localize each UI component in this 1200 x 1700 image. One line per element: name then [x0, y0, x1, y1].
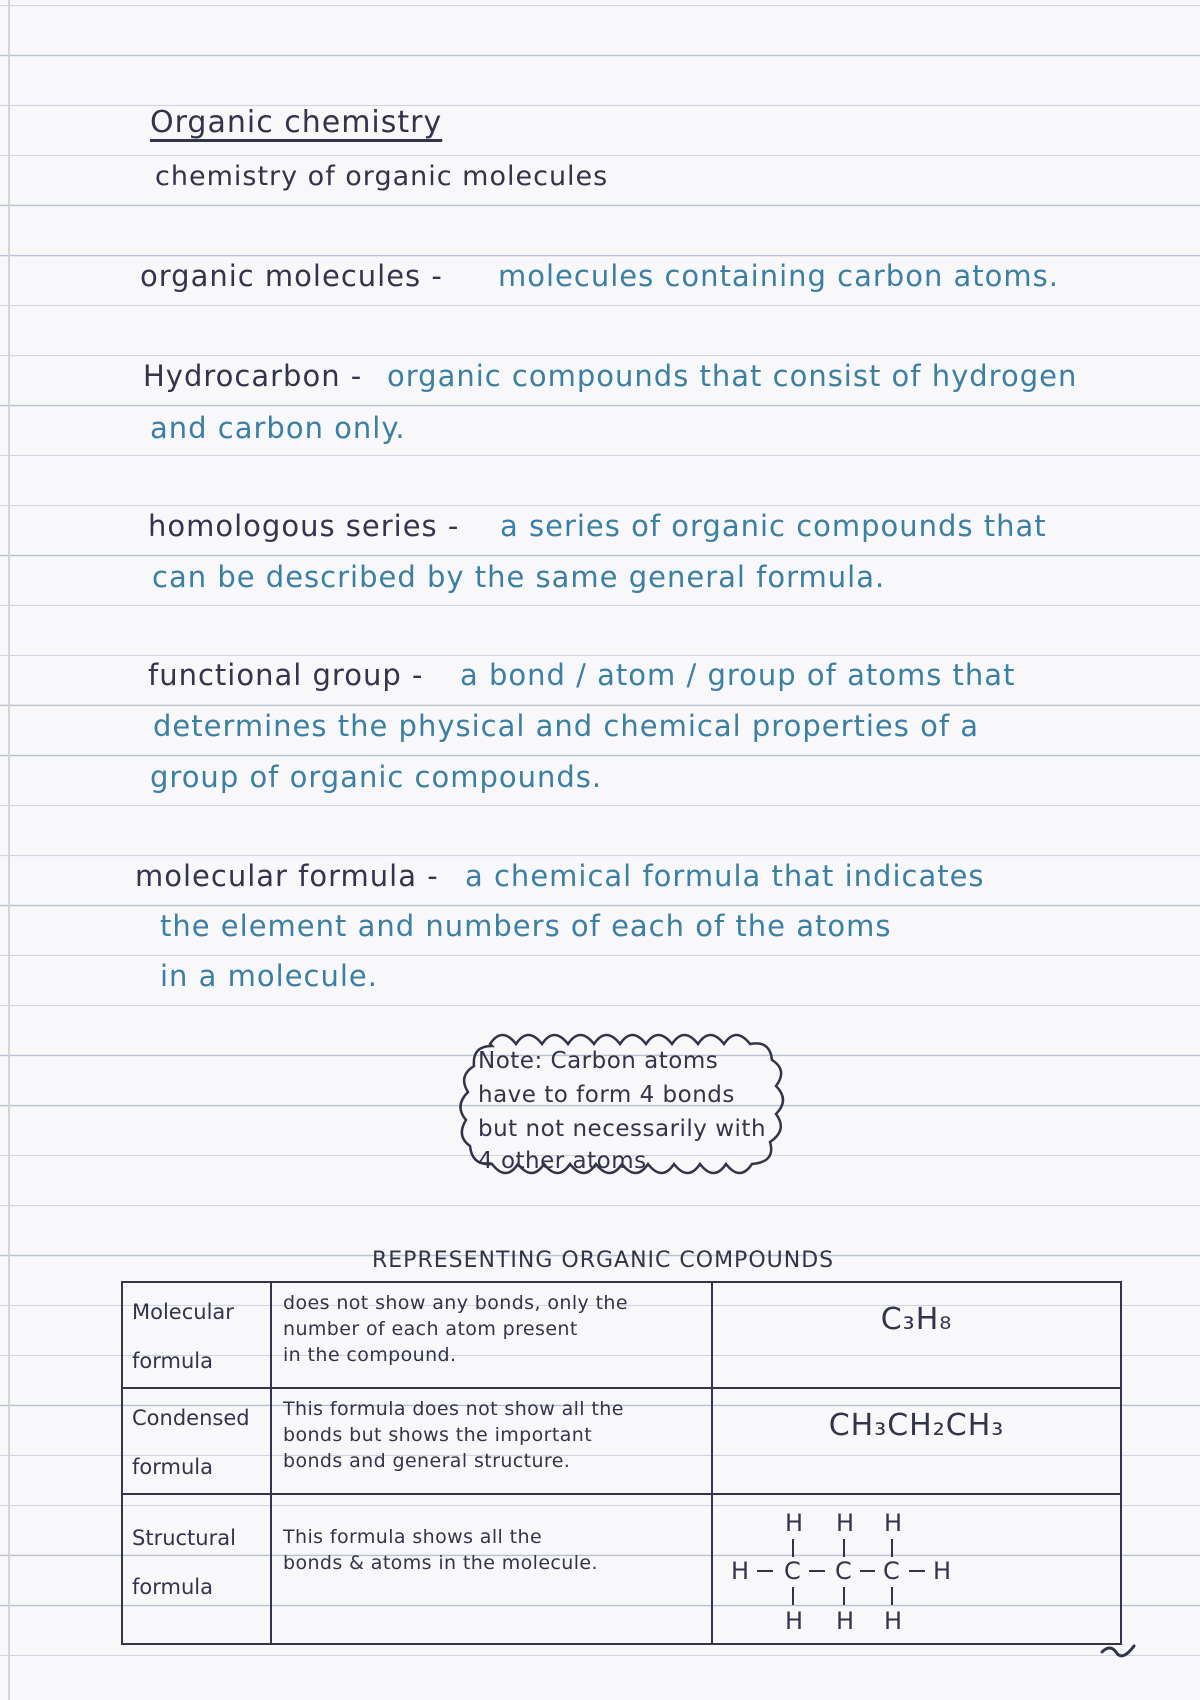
definition-organic-molecules: molecules containing carbon atoms. — [498, 259, 1059, 293]
atom-h-top-2: H — [836, 1509, 855, 1537]
note-line-3: but not necessarily with — [478, 1116, 767, 1142]
definition-molecular-formula-line-1: a chemical formula that indicates — [465, 859, 985, 893]
atom-h-bottom-1: H — [785, 1607, 804, 1635]
table-row — [122, 1282, 1121, 1388]
definition-homologous-series-line-2: can be described by the same general formula. — [152, 560, 886, 594]
row-label-cell — [122, 1494, 271, 1644]
row-description-cell — [271, 1282, 712, 1388]
description-line: bonds and general structure. — [283, 1450, 571, 1472]
table-heading: REPRESENTING ORGANIC COMPOUNDS — [372, 1248, 835, 1273]
representation-table — [121, 1281, 1122, 1645]
term-homologous-series: homologous series - — [148, 509, 460, 543]
molecular-formula-example: C₃H₈ — [880, 1302, 953, 1337]
definition-homologous-series-line-1: a series of organic compounds that — [500, 509, 1047, 543]
row-description-cell — [271, 1494, 712, 1644]
page-margin — [8, 0, 10, 1700]
table-row — [122, 1494, 1121, 1644]
page-subtitle: chemistry of organic molecules — [155, 161, 609, 192]
row-label-cell — [122, 1282, 271, 1388]
atom-h-top-3: H — [884, 1509, 903, 1537]
condensed-formula-example: CH₃CH₂CH₃ — [828, 1408, 1005, 1443]
row-example-cell — [712, 1494, 1121, 1644]
description-line: bonds & atoms in the molecule. — [283, 1552, 598, 1574]
row-label-line-1: Condensed — [132, 1406, 250, 1430]
row-description-cell — [271, 1388, 712, 1494]
row-label-line-2: formula — [132, 1575, 213, 1599]
table-row — [122, 1388, 1121, 1494]
definition-functional-group-line-2: determines the physical and chemical properties of a — [153, 709, 980, 743]
description-line: This formula does not show all the — [283, 1398, 624, 1420]
row-label-line-1: Molecular — [132, 1300, 234, 1324]
term-organic-molecules: organic molecules - — [140, 259, 443, 293]
row-label-line-2: formula — [132, 1455, 213, 1479]
atom-c-1: C — [784, 1557, 801, 1585]
atom-c-2: C — [835, 1557, 852, 1585]
term-molecular-formula: molecular formula - — [135, 859, 439, 893]
term-functional-group: functional group - — [148, 658, 424, 692]
note-cloud — [450, 1018, 815, 1194]
structural-formula-diagram — [713, 1495, 1116, 1643]
page-title: Organic chemistry — [150, 105, 443, 140]
description-line: This formula shows all the — [283, 1526, 543, 1548]
definition-molecular-formula-line-2: the element and numbers of each of the atoms — [160, 909, 892, 943]
term-hydrocarbon: Hydrocarbon - — [143, 359, 363, 393]
atom-h-bottom-3: H — [884, 1607, 903, 1635]
row-label-line-2: formula — [132, 1349, 213, 1373]
row-label-line-1: Structural — [132, 1526, 236, 1550]
atom-h-bottom-2: H — [836, 1607, 855, 1635]
atom-h-top-1: H — [785, 1509, 804, 1537]
atom-c-3: C — [883, 1557, 900, 1585]
description-line: bonds but shows the important — [283, 1424, 593, 1446]
definition-molecular-formula-line-3: in a molecule. — [160, 959, 378, 993]
page-turn-mark-icon — [1098, 1640, 1138, 1670]
definition-hydrocarbon-line-1: organic compounds that consist of hydrogen — [387, 359, 1078, 393]
description-line: number of each atom present — [283, 1318, 578, 1340]
note-line-1: Note: Carbon atoms — [478, 1048, 719, 1074]
description-line: does not show any bonds, only the — [283, 1292, 628, 1314]
definition-hydrocarbon-line-2: and carbon only. — [150, 411, 406, 445]
row-example-cell — [712, 1388, 1121, 1494]
description-line: in the compound. — [283, 1344, 457, 1366]
atom-h-left: H — [731, 1557, 750, 1585]
note-line-4: 4 other atoms — [478, 1148, 647, 1174]
row-label-cell — [122, 1388, 271, 1494]
note-line-2: have to form 4 bonds — [478, 1082, 735, 1108]
row-example-cell — [712, 1282, 1121, 1388]
atom-h-right: H — [933, 1557, 952, 1585]
definition-functional-group-line-1: a bond / atom / group of atoms that — [460, 658, 1016, 692]
definition-functional-group-line-3: group of organic compounds. — [150, 760, 603, 794]
